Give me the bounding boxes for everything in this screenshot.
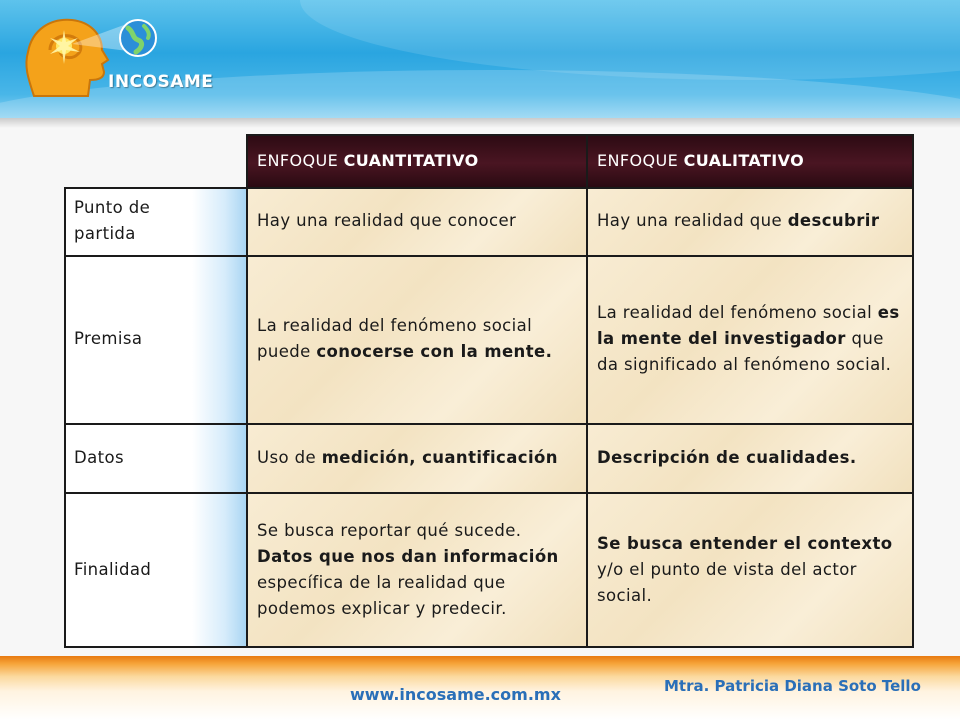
qualitative-cell bbox=[587, 187, 914, 255]
cell-text: específica de la realidad que podemos explicar y predecir. bbox=[257, 573, 507, 618]
header-shadow bbox=[0, 118, 960, 128]
table-row bbox=[64, 492, 914, 648]
cell-text-strong: descubrir bbox=[787, 211, 880, 230]
table-row bbox=[64, 187, 914, 255]
cell-text: y/o el punto de vista del actor social. bbox=[597, 560, 857, 605]
row-label bbox=[64, 255, 247, 423]
table-border bbox=[64, 423, 914, 425]
cell-text-strong: Descripción de cualidades. bbox=[597, 447, 857, 467]
cell-text: que da significado al fenómeno social. bbox=[597, 329, 892, 374]
row-label-text: Datos bbox=[74, 447, 124, 467]
table-border bbox=[64, 187, 914, 189]
header-strong: CUALITATIVO bbox=[683, 150, 805, 170]
header-strong: CUANTITATIVO bbox=[343, 150, 479, 170]
table-border bbox=[912, 134, 914, 648]
row-label bbox=[64, 492, 247, 648]
brain-logo-icon bbox=[14, 8, 164, 108]
quantitative-cell bbox=[247, 255, 587, 423]
qualitative-cell bbox=[587, 255, 914, 423]
qualitative-cell bbox=[587, 492, 914, 648]
cell-text: Se busca reportar qué sucede. bbox=[257, 521, 522, 540]
qualitative-cell bbox=[587, 423, 914, 492]
row-label-text: Finalidad bbox=[74, 560, 152, 579]
row-label bbox=[64, 423, 247, 492]
table-border bbox=[246, 134, 914, 136]
table-border bbox=[64, 646, 914, 648]
row-label bbox=[64, 187, 247, 255]
cell-text: Hay una realidad que bbox=[257, 211, 448, 230]
quantitative-cell bbox=[247, 492, 587, 648]
header-wave bbox=[300, 0, 960, 80]
website-link[interactable]: www.incosame.com.mx bbox=[350, 685, 561, 704]
cell-text: Hay una realidad que bbox=[597, 211, 788, 230]
header-prefix: ENFOQUE bbox=[257, 150, 344, 170]
table-border bbox=[246, 134, 248, 648]
quantitative-cell bbox=[247, 423, 587, 492]
cell-text: La realidad del fenómeno social puede bbox=[257, 316, 533, 361]
cell-text: conocer bbox=[447, 211, 517, 230]
author-name: Mtra. Patricia Diana Soto Tello bbox=[664, 677, 921, 695]
cell-text: La realidad del fenómeno social bbox=[597, 303, 878, 322]
table-header-row bbox=[64, 134, 914, 187]
cell-text-strong: Datos que nos dan información bbox=[257, 547, 559, 566]
table-border bbox=[586, 134, 588, 648]
comparison-table bbox=[64, 134, 914, 648]
row-label-text: Premisa bbox=[74, 329, 143, 348]
table-row bbox=[64, 423, 914, 492]
header-prefix: ENFOQUE bbox=[597, 150, 684, 170]
quantitative-cell bbox=[247, 187, 587, 255]
header-qualitative bbox=[587, 134, 914, 187]
table-row bbox=[64, 255, 914, 423]
header-quantitative bbox=[247, 134, 587, 187]
cell-text-strong: conocerse con la mente. bbox=[316, 342, 553, 361]
row-label-text: Punto de partida bbox=[74, 198, 151, 243]
table-border bbox=[64, 492, 914, 494]
cell-text-strong: Se busca entender el contexto bbox=[597, 534, 893, 553]
brand-name: INCOSAME bbox=[108, 72, 214, 92]
cell-text: Uso de bbox=[257, 447, 322, 467]
cell-text-strong: es la mente del investigador bbox=[597, 303, 900, 348]
header-banner bbox=[0, 0, 960, 118]
table-border bbox=[64, 255, 914, 257]
cell-text-strong: medición, cuantificación bbox=[321, 447, 558, 467]
